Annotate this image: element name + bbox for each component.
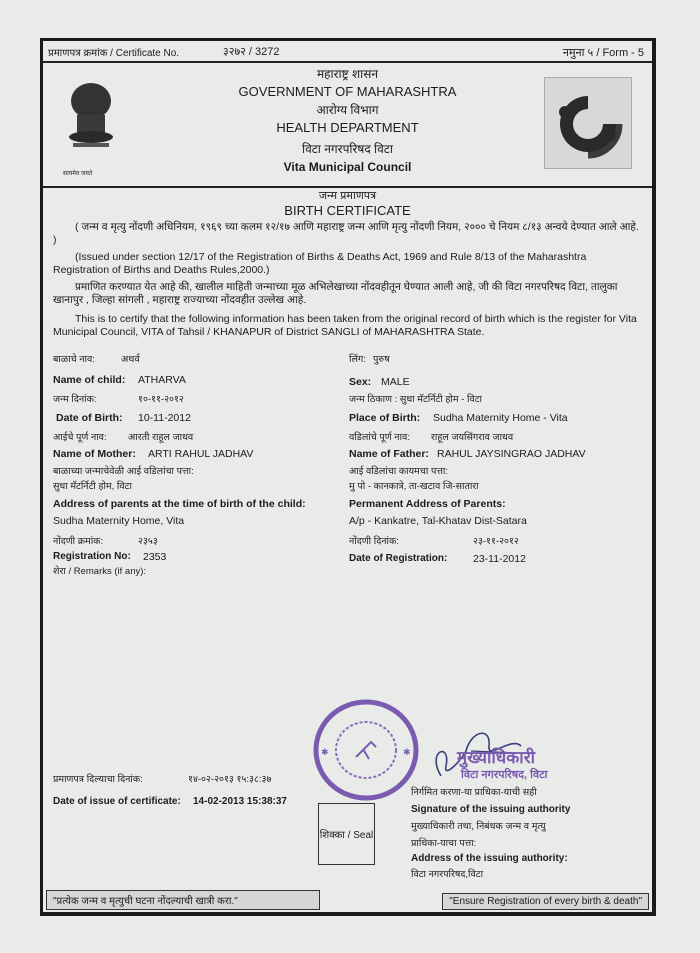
council-title-mr: विटा नगरपरिषद विटा [301,142,393,156]
reg-no-mr-label: नोंदणी क्रमांक: [53,536,104,547]
issued-under: (Issued under section 12/17 of the Registration of Births & Deaths Act, 1969 and Rule 8/13 of the Maharashtra Registration of Births and Deaths Rules,2000.) [53,251,587,276]
perm-address-mr: मु पो - कानकात्रे, ता-खटाव जि-सातारा [349,481,479,492]
child-name: ATHARVA [138,374,186,386]
father-name: RAHUL JAYSINGRAO JADHAV [437,448,586,460]
title-mr: जन्म प्रमाणपत्र [318,190,377,202]
birth-address-label: Address of parents at the time of birth of the child: [53,498,306,510]
dept-title: HEALTH DEPARTMENT [276,120,419,135]
svg-text:✱: ✱ [403,747,411,757]
footer [43,892,652,912]
reg-no: 2353 [143,551,167,563]
title: BIRTH CERTIFICATE [284,203,411,218]
certify-statement: This is to certify that the following information has been taken from the original record of birth which is the register for Vita Municipal Council, VITA of Tahsil / KHANAPUR of District SANGLI of MAHARASHTRA State. [53,313,637,338]
mother-name: ARTI RAHUL JADHAV [148,448,254,460]
seal-label: शिक्का / Seal [319,830,374,841]
signature-mr-label: निर्गमित करणा-या प्राधिका-याची सही [411,787,537,798]
certificate [40,38,656,916]
authority-role-mr: मुख्याधिकारी तथा, निबंधक जन्म व मृत्यु [411,821,546,832]
emblem-caption: सत्यमेव जयते [63,171,93,177]
sex-mr-label: लिंग: [349,354,366,365]
birth-address: Sudha Maternity Home, Vita [53,515,185,527]
issued-under-mr: ( जन्म व मृत्यु नोंदणी अधिनियम, १९६९ च्या कलम १२/१७ आणि महाराष्ट्र जन्म आणि मृत्यु नोंदणी नियम, २००० चे नियम ८/१३ अन्वये देण्यात आले आहे. ) [53,221,639,246]
pob-label: Place of Birth: [349,412,421,424]
child-name-mr-label: बाळाचे नाव: [53,354,95,365]
reg-no-mr: २३५३ [138,536,158,547]
issue-date-mr-label: प्रमाणपत्र दिल्याचा दिनांक: [53,774,143,785]
footer-slogan: "Ensure Registration of every birth & death" [442,893,649,910]
dob: 10-11-2012 [138,412,191,424]
council-title: Vita Municipal Council [283,160,412,174]
father-label: Name of Father: [349,448,429,460]
dob-mr: १०-११-२०१२ [138,394,184,405]
dob-label: Date of Birth: [56,412,123,424]
stamp-council: विटा नगरपरिषद, विटा [461,769,548,781]
dob-mr-label: जन्म दिनांक: [53,394,97,405]
signature-label: Signature of the issuing authority [411,804,571,815]
authority-address: विटा नगरपरिषद,विटा [411,869,484,880]
sex-mr: पुरुष [373,354,390,365]
issue-date-mr: १४-०२-२०१३ १५:३८:३७ [188,774,272,785]
issue-date: 14-02-2013 15:38:37 [193,796,287,807]
authority-address-mr-label: प्राधिका-याचा पत्ता: [411,838,477,849]
dept-title-mr: आरोग्य विभाग [316,103,379,117]
pob-mr: जन्म ठिकाण : सुधा मॅटर्निटी होम - विटा [349,394,482,405]
sex: MALE [381,376,410,388]
sex-label: Sex: [349,376,372,388]
father-mr: राहूल जयसिंगराव जाधव [431,432,514,443]
perm-address-mr-label: आई वडिलांचा कायमचा पत्ता: [349,466,449,477]
certify-mr: प्रमाणित करण्यात येत आहे की, खालील माहिती जन्माच्या मूळ अभिलेखाच्या नोंदवहीतून घेण्यात आली आहे, जी की विटा नगरपरिषद विटा, तालुका खानापुर , जिल्हा सांगली , महाराष्ट्र राज्याच्या नोंदवहीत उल्लेख आहे. [53,281,618,306]
child-name-label: Name of child: [53,374,126,386]
national-emblem-icon [65,79,117,161]
remarks-label: शेरा / Remarks (if any): [53,566,147,577]
place-of-birth: Sudha Maternity Home - Vita [433,412,568,424]
reg-date-mr-label: नोंदणी दिनांक: [349,536,399,547]
header [43,61,652,188]
reg-no-label: Registration No: [53,551,131,562]
issue-date-label: Date of issue of certificate: [53,796,181,807]
reg-date: 23-11-2012 [473,553,526,565]
mother-mr: आरती राहूल जाधव [128,432,194,443]
father-mr-label: वडिलांचे पूर्ण नाव: [349,432,410,443]
authority-address-label: Address of the issuing authority: [411,853,568,864]
perm-address: A/p - Kankatre, Tal-Khatav Dist-Satara [349,515,527,527]
stamp-designation: मुख्याधिकारी [457,748,536,767]
birth-address-mr-label: बाळाच्या जन्माचेवेळी आई वडिलांचा पत्ता: [53,466,194,477]
municipal-seal-stamp-icon [311,697,421,803]
form-number: नमुना ५ / Form - 5 [562,47,644,59]
child-name-mr: अथर्व [121,354,140,365]
footer-slogan-mr: "प्रत्येक जन्म व मृत्युची घटना नोंदल्याची खात्री करा." [46,890,320,910]
certificate-no-label: प्रमाणपत्र क्रमांक / Certificate No. [48,48,180,59]
health-department-logo-icon [545,78,631,168]
certificate-number-bar [43,41,652,63]
certificate-no-value: ३२७२ / 3272 [223,46,280,58]
reg-date-mr: २३-११-२०१२ [473,536,519,547]
gov-title-mr: महाराष्ट्र शासन [316,67,379,81]
mother-label: Name of Mother: [53,448,136,460]
mother-mr-label: आईचे पूर्ण नाव: [53,432,107,443]
seal-box [318,803,375,865]
health-logo [544,77,632,169]
birth-address-mr: सुधा मॅटर्निटी होम, विटा [53,481,132,492]
gov-title: GOVERNMENT OF MAHARASHTRA [238,84,457,99]
svg-text:✱: ✱ [321,747,329,757]
perm-address-label: Permanent Address of Parents: [349,498,506,510]
reg-date-label: Date of Registration: [349,553,448,564]
